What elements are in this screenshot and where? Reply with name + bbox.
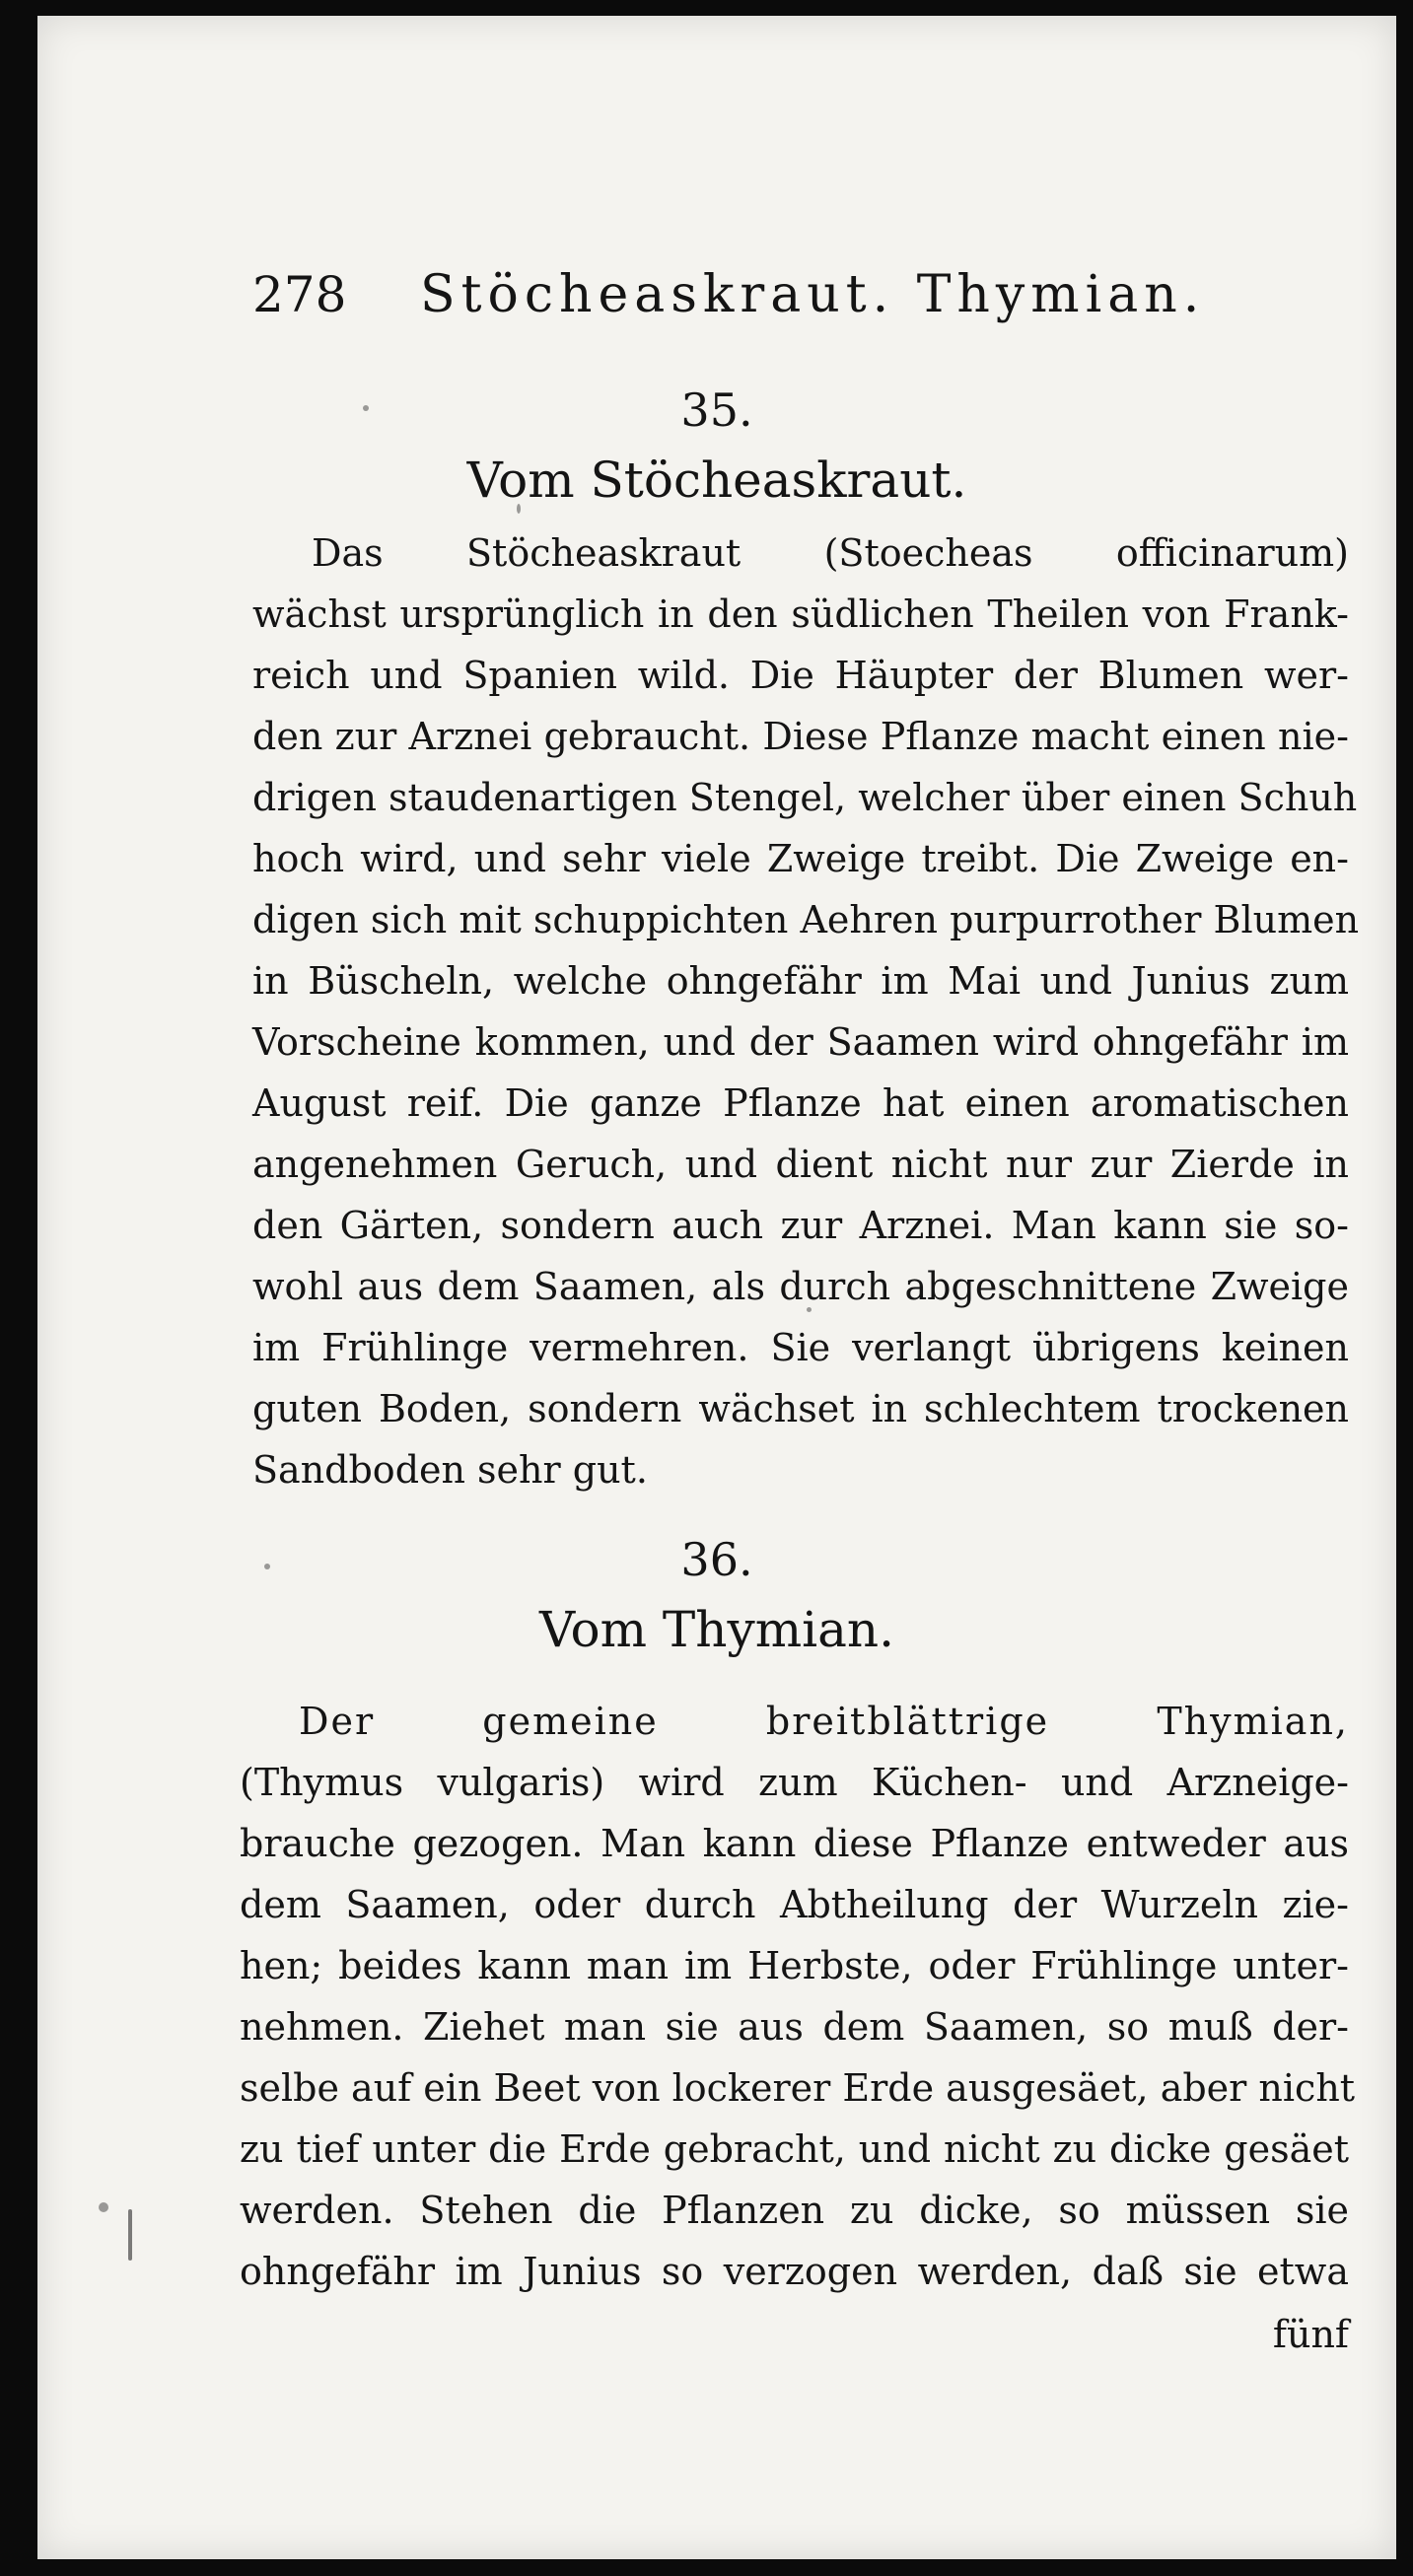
paragraph-line: werden. Stehen die Pflanzen zu dicke, so müssen sie	[240, 2189, 1349, 2232]
section-number: 35.	[680, 383, 753, 437]
paragraph-line: Vorscheine kommen, und der Saamen wird ohngefähr im	[252, 1020, 1349, 1064]
paragraph-line: August reif. Die ganze Pflanze hat einen aromatischen	[252, 1081, 1349, 1125]
paragraph-line: hoch wird, und sehr viele Zweige treibt. Die Zweige en-	[252, 837, 1349, 880]
paragraph-line: den Gärten, sondern auch zur Arznei. Man kann sie so-	[252, 1204, 1349, 1247]
print-speck	[807, 1307, 812, 1312]
paragraph-line: wächst ursprünglich in den südlichen Theilen von Frank-	[252, 592, 1349, 636]
paragraph-line: nehmen. Ziehet man sie aus dem Saamen, so muß der-	[240, 2005, 1349, 2049]
book-page	[37, 16, 1396, 2559]
print-speck	[517, 504, 521, 514]
print-speck	[128, 2209, 132, 2261]
paragraph-line: wohl aus dem Saamen, als durch abgeschnittene Zweige	[252, 1265, 1349, 1308]
paragraph-line: guten Boden, sondern wächset in schlechtem trockenen	[252, 1387, 1349, 1430]
section-number: 36.	[680, 1533, 753, 1586]
section-36-body	[240, 1692, 1356, 2372]
paragraph-line: im Frühlinge vermehren. Sie verlangt übrigens keinen	[252, 1326, 1349, 1369]
paragraph-line: ohngefähr im Junius so verzogen werden, daß sie etwa	[240, 2250, 1349, 2293]
paragraph-line: den zur Arznei gebraucht. Diese Pflanze macht einen nie-	[252, 715, 1349, 758]
paragraph-line: (Thymus vulgaris) wird zum Küchen- und Arzneige-	[240, 1761, 1349, 1804]
paragraph-line: hen; beides kann man im Herbste, oder Frühlinge unter-	[240, 1944, 1349, 1987]
print-speck	[99, 2202, 108, 2212]
section-title: Vom Stöcheaskraut.	[466, 452, 967, 509]
print-speck	[264, 1564, 270, 1569]
paragraph-line: digen sich mit schuppichten Aehren purpurrother Blumen	[252, 898, 1360, 941]
running-head	[252, 260, 1238, 339]
paragraph-line: reich und Spanien wild. Die Häupter der Blumen wer-	[252, 654, 1349, 697]
catchword: fünf	[1272, 2313, 1349, 2356]
paragraph-line: brauche gezogen. Man kann diese Pflanze entweder aus	[240, 1822, 1349, 1865]
paragraph-line: drigen staudenartigen Stengel, welcher über einen Schuh	[252, 776, 1358, 819]
paragraph-line: Der gemeine breitblättrige Thymian,	[299, 1700, 1349, 1743]
running-title: Stöcheaskraut. Thymian.	[420, 265, 1206, 324]
section-title: Vom Thymian.	[538, 1601, 895, 1658]
page-number: 278	[252, 266, 347, 323]
paragraph-line: Sandboden sehr gut.	[252, 1448, 648, 1492]
paragraph-line: angenehmen Geruch, und dient nicht nur zur Zierde in	[252, 1143, 1349, 1186]
paragraph-line: in Büscheln, welche ohngefähr im Mai und Junius zum	[252, 959, 1349, 1003]
paragraph-line: zu tief unter die Erde gebracht, und nicht zu dicke gesäet	[240, 2127, 1349, 2171]
paragraph-line: Das Stöcheaskraut (Stoecheas officinarum)	[312, 531, 1349, 575]
paragraph-line: dem Saamen, oder durch Abtheilung der Wurzeln zie-	[240, 1883, 1349, 1926]
section-35-body	[252, 523, 1360, 1499]
print-speck	[363, 405, 369, 411]
paragraph-line: selbe auf ein Beet von lockerer Erde ausgesäet, aber nicht	[240, 2066, 1356, 2110]
